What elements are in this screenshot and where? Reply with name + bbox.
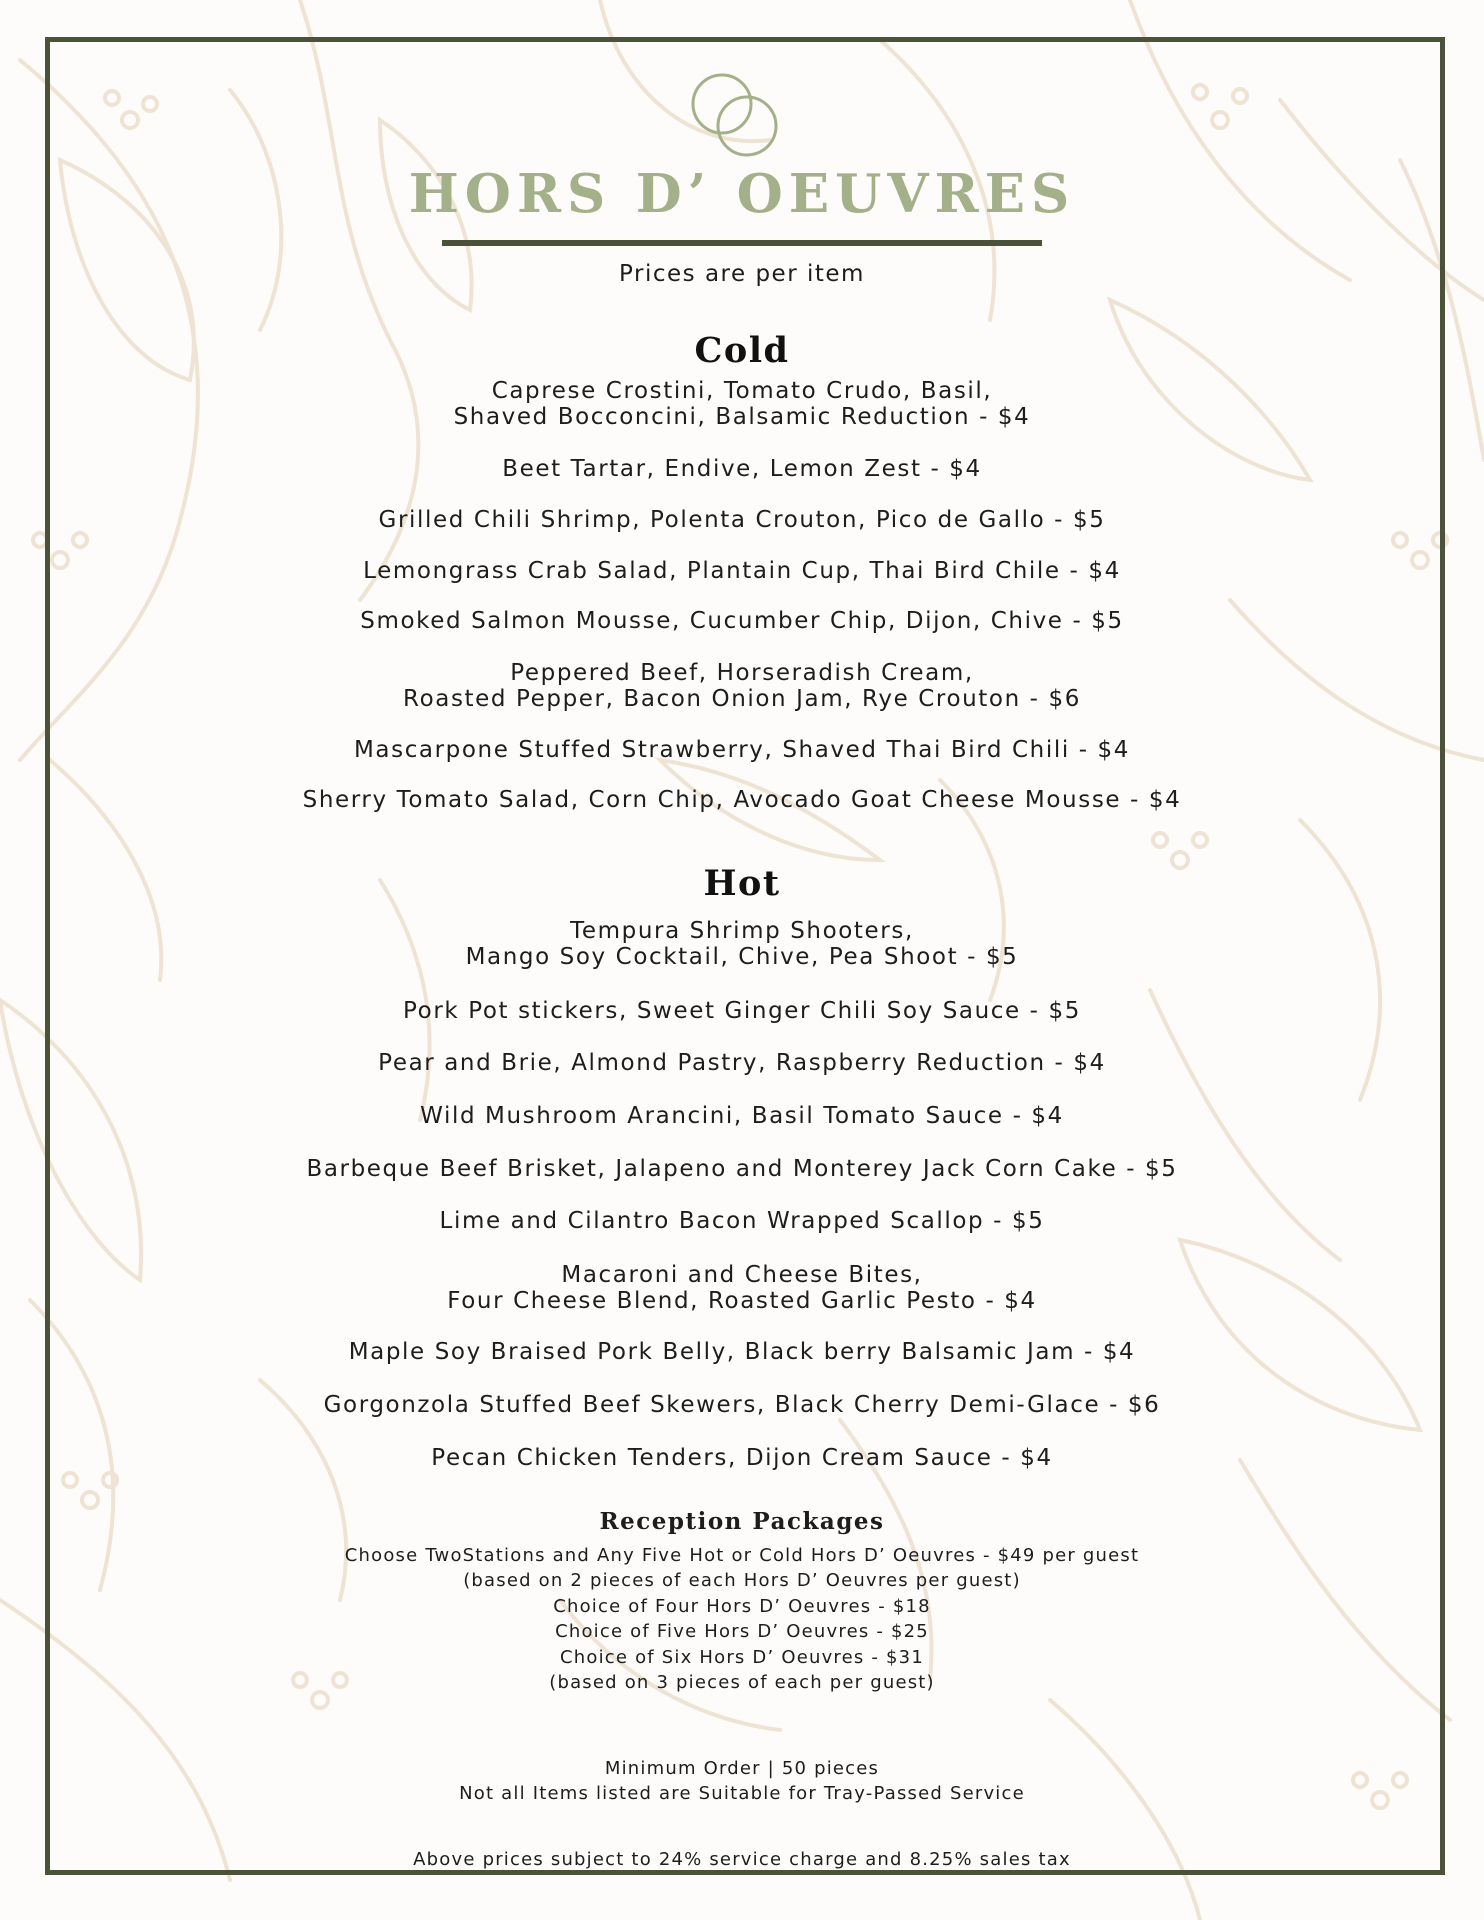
package-line: Choice of Four Hors D’ Oeuvres - $18 [553, 1595, 931, 1617]
package-line: Choice of Six Hors D’ Oeuvres - $31 [560, 1646, 924, 1668]
section-title-hot: Hot [703, 863, 781, 904]
reception-packages-list [0, 1543, 1484, 1695]
menu-item: Grilled Chili Shrimp, Polenta Crouton, Pico de Gallo - $5 [378, 507, 1106, 533]
menu-item: Lime and Cilantro Bacon Wrapped Scallop - $5 [439, 1208, 1045, 1234]
menu-item: Pear and Brie, Almond Pastry, Raspberry Reduction - $4 [378, 1050, 1106, 1076]
tray-service-note: Not all Items listed are Suitable for Tray-Passed Service [459, 1783, 1025, 1804]
menu-item: Mascarpone Stuffed Strawberry, Shaved Thai Bird Chili - $4 [353, 737, 1131, 763]
package-line: (based on 3 pieces of each per guest) [549, 1672, 935, 1694]
menu-item: Pork Pot stickers, Sweet Ginger Chili Soy Sauce - $5 [403, 998, 1081, 1024]
package-line: (based on 2 pieces of each Hors D’ Oeuvres per guest) [463, 1570, 1021, 1592]
menu-item: Tempura Shrimp Shooters, Mango Soy Cocktail, Chive, Pea Shoot - $5 [465, 918, 1019, 970]
minimum-order-note: Minimum Order | 50 pieces [604, 1758, 880, 1779]
menu-item: Caprese Crostini, Tomato Crudo, Basil, Shaved Bocconcini, Balsamic Reduction - $4 [453, 378, 1031, 430]
menu-item: Barbeque Beef Brisket, Jalapeno and Monterey Jack Corn Cake - $5 [306, 1156, 1178, 1182]
menu-item: Gorgonzola Stuffed Beef Skewers, Black Cherry Demi-Glace - $6 [323, 1392, 1161, 1418]
wedding-rings-icon [685, 72, 785, 158]
menu-item: Peppered Beef, Horseradish Cream, Roasted Pepper, Bacon Onion Jam, Rye Crouton - $6 [403, 660, 1081, 712]
reception-packages-title: Reception Packages [599, 1508, 885, 1535]
title-divider [442, 240, 1042, 246]
package-line: Choice of Five Hors D’ Oeuvres - $25 [555, 1621, 929, 1643]
section-title-cold: Cold [694, 330, 790, 371]
price-note: Prices are per item [619, 261, 865, 287]
menu-item: Macaroni and Cheese Bites, Four Cheese Blend, Roasted Garlic Pesto - $4 [447, 1262, 1037, 1314]
menu-item: Wild Mushroom Arancini, Basil Tomato Sauce - $4 [420, 1103, 1064, 1129]
menu-item: Pecan Chicken Tenders, Dijon Cream Sauce - $4 [431, 1445, 1053, 1471]
menu-item: Maple Soy Braised Pork Belly, Black berry Balsamic Jam - $4 [348, 1339, 1136, 1365]
menu-item: Beet Tartar, Endive, Lemon Zest - $4 [502, 456, 982, 482]
package-line: Choose TwoStations and Any Five Hot or Cold Hors D’ Oeuvres - $49 per guest [344, 1545, 1140, 1566]
menu-item: Sherry Tomato Salad, Corn Chip, Avocado Goat Cheese Mousse - $4 [302, 787, 1182, 813]
page-title: HORS D’ OEUVRES [408, 163, 1076, 225]
tax-note: Above prices subject to 24% service charge and 8.25% sales tax [413, 1849, 1071, 1870]
menu-item: Lemongrass Crab Salad, Plantain Cup, Thai Bird Chile - $4 [363, 558, 1121, 584]
menu-item: Smoked Salmon Mousse, Cucumber Chip, Dijon, Chive - $5 [360, 608, 1124, 634]
